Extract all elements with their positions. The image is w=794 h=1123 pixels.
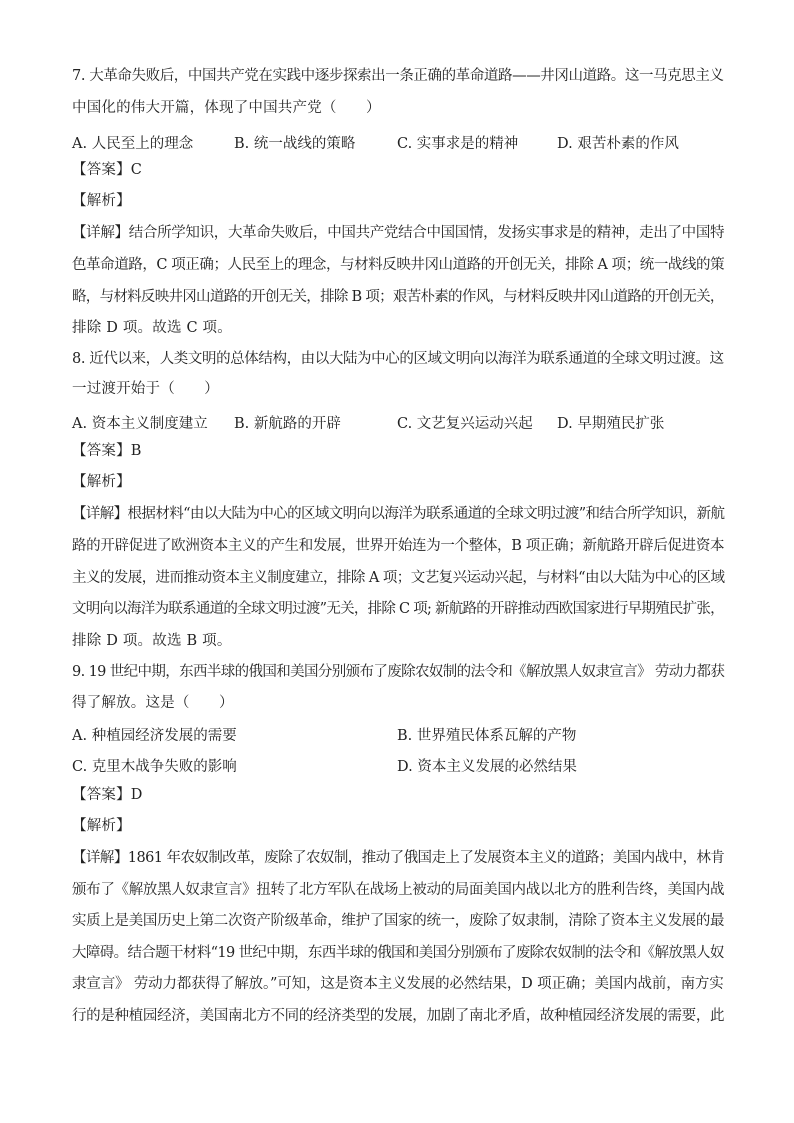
q9-stem-line1: 9. 19 世纪中期，东西半球的俄国和美国分别颁布了废除农奴制的法令和《解放黑人奴隶宣言》 劳动力都获	[72, 664, 725, 680]
q9-detail-line2: 颁布了《解放黑人奴隶宣言》扭转了北方军队在战场上被动的局面美国内战以北方的胜利告终，美国内战	[72, 882, 725, 898]
q9-stem-line2: 得了解放。这是（ ）	[72, 695, 234, 711]
q9-option-c: C. 克里木战争失败的影响	[72, 759, 237, 775]
q8-analysis-label: 【解析】	[72, 474, 131, 490]
q9-option-a: A. 种植园经济发展的需要	[72, 728, 237, 744]
q9-detail-line6: 行的是种植园经济，美国南北方不同的经济类型的发展，加剧了南北矛盾，故种植园经济发展的需要，此	[72, 1008, 725, 1024]
q9-detail-line4: 大障碍。结合题干材料“19 世纪中期，东西半球的俄国和美国分别颁布了废除农奴制的法令和《解放黑人奴	[72, 945, 724, 961]
q7-stem-line2: 中国化的伟大开篇，体现了中国共产党（ ）	[72, 100, 381, 116]
q8-detail-line5: 排除 D 项。故选 B 项。	[72, 633, 232, 649]
q8-option-d: D. 早期殖民扩张	[557, 416, 665, 432]
q8-option-c: C. 文艺复兴运动兴起	[397, 416, 533, 432]
q8-stem-line1: 8. 近代以来，人类文明的总体结构，由以大陆为中心的区域文明向以海洋为联系通道的全球文明过渡。这	[72, 351, 724, 367]
q7-option-c: C. 实事求是的精神	[397, 136, 519, 152]
q8-option-b: B. 新航路的开辟	[234, 416, 341, 432]
q7-detail-line4: 排除 D 项。故选 C 项。	[72, 320, 232, 336]
q7-analysis-label: 【解析】	[72, 193, 131, 209]
q9-option-b: B. 世界殖民体系瓦解的产物	[397, 728, 577, 744]
q8-detail-line3: 主义的发展，进而推动资本主义制度建立，排除 A 项；文艺复兴运动兴起，与材料“由以大陆为中心的区域	[72, 570, 725, 586]
q9-analysis-label: 【解析】	[72, 818, 131, 834]
q8-detail-line4: 文明向以海洋为联系通道的全球文明过渡”无关，排除 C 项; 新航路的开辟推动西欧国家进行早期殖民扩张，	[72, 601, 724, 617]
q7-answer: 【答案】C	[72, 162, 143, 178]
q9-detail-line3: 实质上是美国历史上第二次资产阶级革命，维护了国家的统一，废除了奴隶制，清除了资本主义发展的最	[72, 913, 725, 929]
q8-detail-line2: 路的开辟促进了欧洲资本主义的产生和发展，世界开始连为一个整体，B 项正确；新航路开辟后促进资本	[72, 538, 725, 554]
q7-detail-line3: 略，与材料反映井冈山道路的开创无关，排除 B 项；艰苦朴素的作风，与材料反映井冈山道路的开创无关，	[72, 289, 724, 305]
q7-option-a: A. 人民至上的理念	[72, 136, 194, 152]
q9-answer: 【答案】D	[72, 787, 143, 803]
q7-option-d: D. 艰苦朴素的作风	[557, 136, 679, 152]
q7-detail-line2: 色革命道路，C 项正确；人民至上的理念，与材料反映井冈山道路的开创无关，排除 A 项；统一战线的策	[72, 257, 725, 273]
q7-stem-line1: 7. 大革命失败后，中国共产党在实践中逐步探索出一条正确的革命道路——井冈山道路。这一马克思主义	[72, 68, 724, 84]
q9-option-d: D. 资本主义发展的必然结果	[397, 759, 577, 775]
q8-detail-line1: 【详解】根据材料“由以大陆为中心的区域文明向以海洋为联系通道的全球文明过渡”和结合所学知识，新航	[72, 506, 725, 522]
q7-detail-line1: 【详解】结合所学知识，大革命失败后，中国共产党结合中国国情，发扬实事求是的精神，走出了中国特	[72, 225, 725, 241]
q8-option-a: A. 资本主义制度建立	[72, 416, 208, 432]
q9-detail-line1: 【详解】1861 年农奴制改革，废除了农奴制，推动了俄国走上了发展资本主义的道路；美国内战中，林肯	[72, 850, 725, 866]
q9-detail-line5: 隶宣言》 劳动力都获得了解放。”可知，这是资本主义发展的必然结果，D 项正确；美国内战前，南方实	[72, 976, 724, 992]
q8-answer: 【答案】B	[72, 443, 142, 459]
q8-stem-line2: 一过渡开始于（ ）	[72, 381, 219, 397]
q7-option-b: B. 统一战线的策略	[234, 136, 356, 152]
